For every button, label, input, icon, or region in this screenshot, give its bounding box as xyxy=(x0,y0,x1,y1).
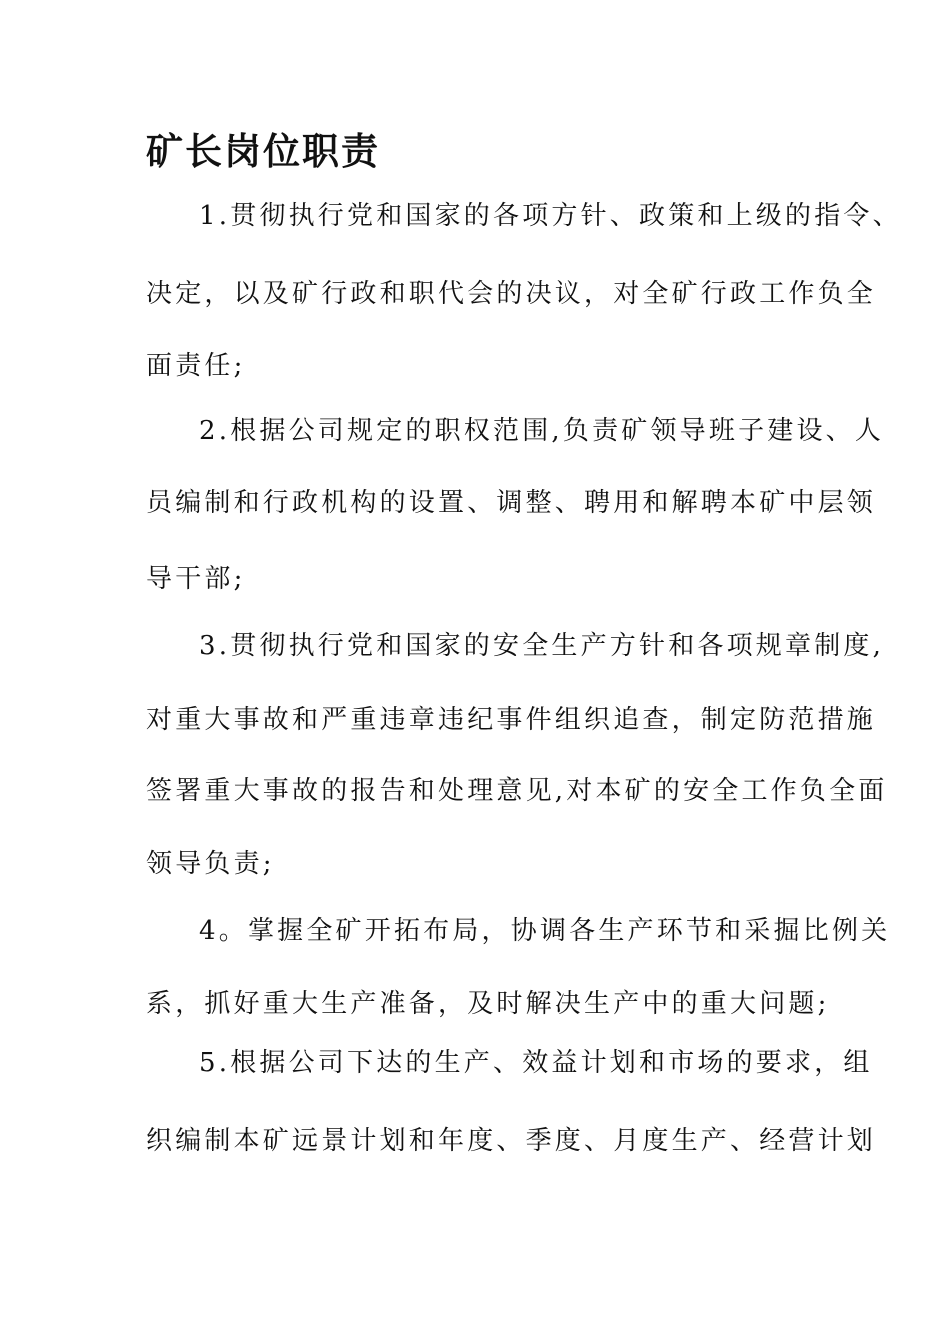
paragraph-4-line-1: 4。掌握全矿开拓布局，协调各生产环节和采掘比例关 xyxy=(199,916,891,946)
paragraph-1-line-2: 决定，以及矿行政和职代会的决议，对全矿行政工作负全 xyxy=(146,279,877,309)
paragraph-2-line-2: 员编制和行政机构的设置、调整、聘用和解聘本矿中层领 xyxy=(146,488,877,518)
paragraph-3-line-3: 签署重大事故的报告和处理意见,对本矿的安全工作负全面 xyxy=(146,776,888,806)
paragraph-4-line-2: 系，抓好重大生产准备，及时解决生产中的重大问题; xyxy=(146,989,830,1019)
paragraph-3-line-4: 领导负责; xyxy=(146,849,275,879)
paragraph-1-line-1: 1.贯彻执行党和国家的各项方针、政策和上级的指令、 xyxy=(199,201,902,231)
paragraph-3-line-1: 3.贯彻执行党和国家的安全生产方针和各项规章制度, xyxy=(199,631,885,661)
paragraph-5-line-2: 织编制本矿远景计划和年度、季度、月度生产、经营计划 xyxy=(146,1126,877,1156)
paragraph-5-line-1: 5.根据公司下达的生产、效益计划和市场的要求，组 xyxy=(199,1048,873,1078)
paragraph-1-line-3: 面责任; xyxy=(146,351,246,381)
paragraph-3-line-2: 对重大事故和严重违章违纪事件组织追查，制定防范措施 xyxy=(146,705,877,735)
paragraph-2-line-3: 导干部; xyxy=(146,564,246,594)
paragraph-2-line-1: 2.根据公司规定的职权范围,负责矿领导班子建设、人 xyxy=(199,416,885,446)
document-title: 矿长岗位职责 xyxy=(146,129,380,173)
